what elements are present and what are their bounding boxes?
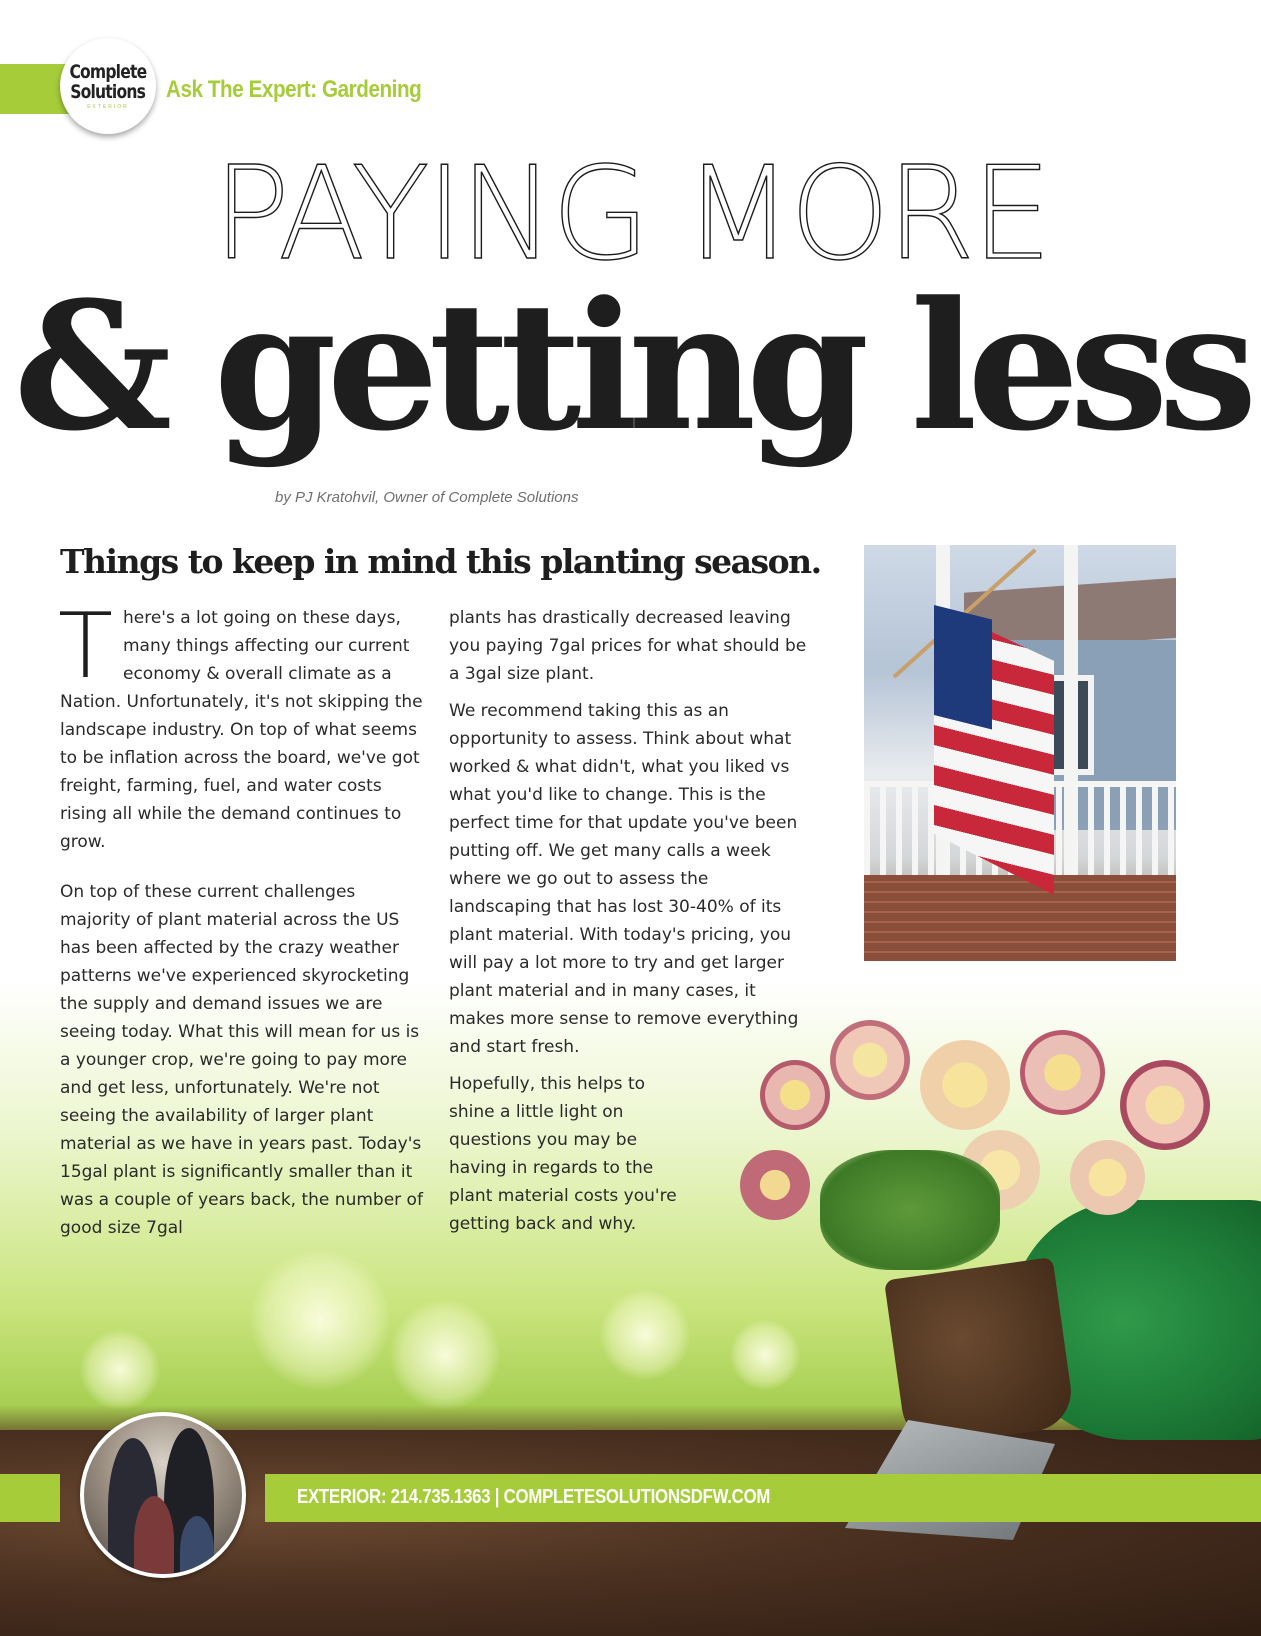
pansy-flower (1120, 1060, 1210, 1150)
article-title-line1: PAYING MORE (212, 140, 1049, 289)
bokeh-light (390, 1300, 500, 1410)
pansy-flower (830, 1020, 910, 1100)
paragraph: We recommend taking this as an opportunity to assess. Think about what worked & what didn't, what you liked vs what you'd like to change. This is the perfect time for that update you've been putting off. We get many calls a week where we go out to assess the landscaping that has lost 30-40% of its plant material. With today's pricing, you will pay a lot more to try and get larger plant material and in many cases, it makes more sense to remove everything and start fresh. (449, 701, 799, 1057)
footer-accent-left (0, 1474, 60, 1522)
family-photo-avatar (80, 1412, 246, 1578)
article-title-line2: & getting less (13, 263, 1248, 470)
logo-line1: Complete (69, 61, 147, 83)
porch-flag-photo (864, 545, 1176, 961)
brick-foundation (864, 875, 1176, 961)
plant-root-ball-image (884, 1257, 1076, 1449)
article-subhead: Things to keep in mind this planting season. (60, 542, 821, 581)
bokeh-light (250, 1250, 390, 1390)
bokeh-light (80, 1330, 160, 1410)
paragraph: On top of these current challenges majority of plant material across the US has been affected by the crazy weather patterns we've experienced skyrocketing the supply and demand issues we are seeing today. What this will mean for us is a younger crop, we're going to pay more and get less, unfortunately. We're not seeing the availability of larger plant material as we have in years past. Today's 15gal plant is significantly smaller than it was a couple of years back, the number of good size 7gal (60, 882, 423, 1238)
pansy-flower (1020, 1030, 1105, 1115)
paragraph (58, 594, 430, 856)
logo-tagline: EXTERIOR (87, 104, 129, 110)
paragraph: plants has drastically decreased leaving you paying 7gal prices for what should be a 3gal size plant. (449, 608, 807, 684)
logo-line2: Solutions (70, 81, 146, 103)
article-column-1 (58, 594, 430, 1264)
paragraph-text: here's a lot going on these days, many things affecting our current economy & overall climate as a Nation. Unfortunately, it's not skipping the landscape industry. On top of what seems to be inflation across the board, we've got freight, farming, fuel, and water costs rising all while the demand continues to grow. (60, 608, 423, 852)
article-column-2 (449, 604, 809, 1247)
pansy-flower (920, 1040, 1010, 1130)
person (134, 1496, 174, 1578)
person (180, 1516, 214, 1578)
complete-solutions-logo (60, 38, 156, 134)
leaf-cluster (820, 1150, 1000, 1270)
drop-cap: T (58, 594, 113, 699)
paragraph: Hopefully, this helps to shine a little light on questions you may be having in regards to the plant material costs you're getting back and why. (449, 1074, 677, 1234)
bokeh-light (600, 1290, 690, 1380)
flag-stars-field (934, 605, 992, 729)
byline: by PJ Kratohvil, Owner of Complete Solutions (275, 489, 579, 506)
footer-contact: EXTERIOR: 214.735.1363 | COMPLETESOLUTIONSDFW.COM (297, 1486, 771, 1508)
section-title: Ask The Expert: Gardening (166, 76, 422, 103)
pansy-flower (1070, 1140, 1145, 1215)
bokeh-light (730, 1320, 800, 1390)
